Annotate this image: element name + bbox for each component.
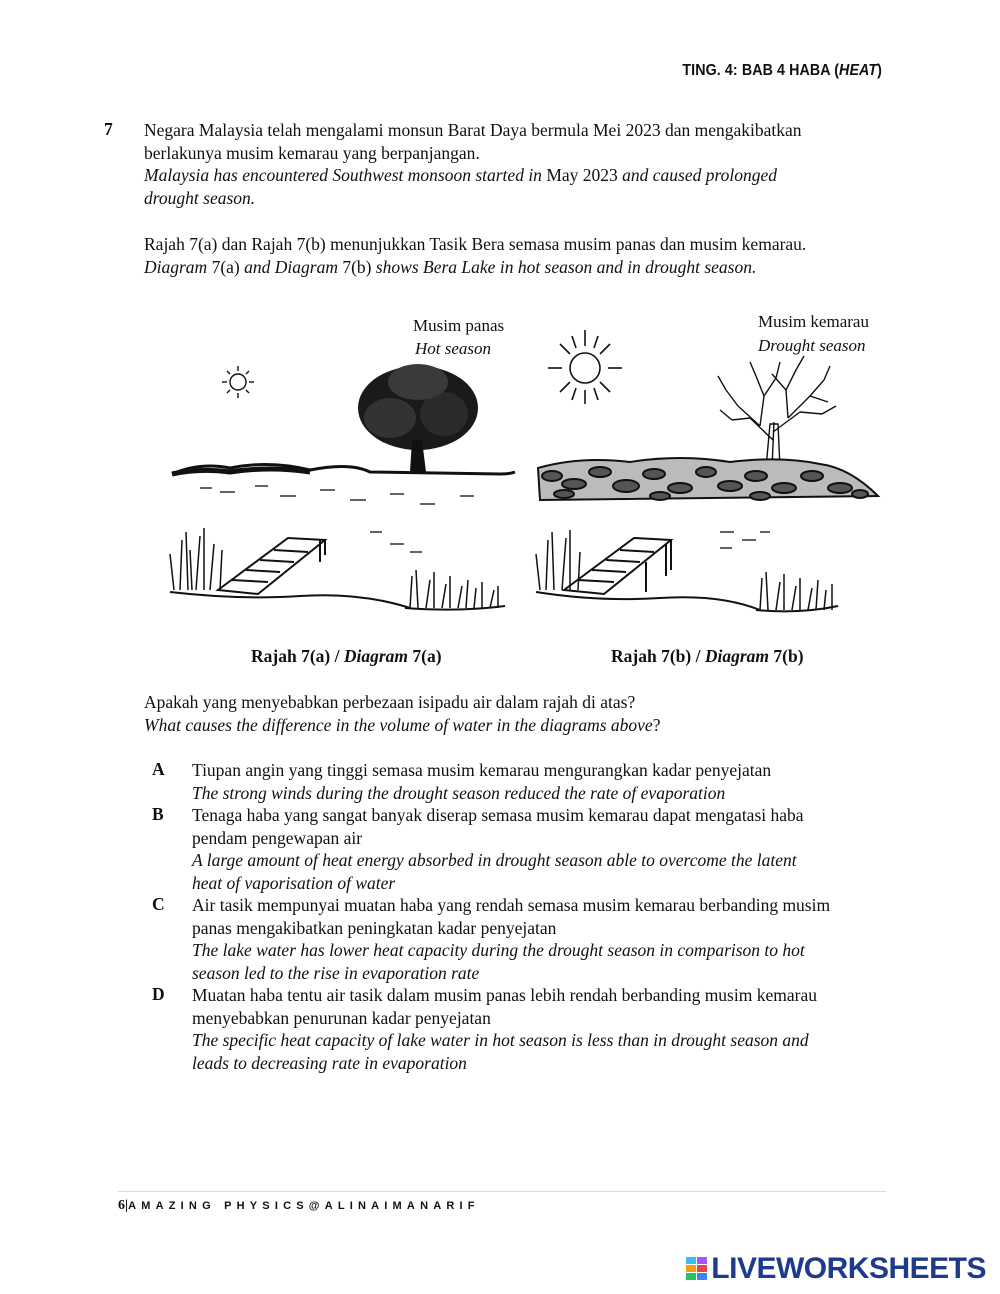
- prompt-en: What causes the difference in the volume of water in the diagrams above?: [144, 714, 661, 735]
- option-c-text[interactable]: Air tasik mempunyai muatan haba yang rendah semasa musim kemarau berbanding musim panas mengakibatkan peningkatan kadar penyejatan The lake water has lower heat capacity during the drought season in comparison to hot season led to the rise in evaporation rate: [192, 895, 831, 983]
- diagram-7a: [170, 316, 515, 610]
- caption-diagram-7a: Rajah 7(a) / Diagram 7(a): [251, 646, 442, 666]
- bare-tree-icon: [718, 356, 836, 468]
- caption-diagram-7b: Rajah 7(b) / Diagram 7(b): [611, 646, 804, 666]
- water-ripples: [200, 486, 474, 552]
- liveworksheets-logo: [686, 1252, 986, 1286]
- intro-en-line2: drought season.: [144, 187, 256, 208]
- hot-season-label-en: Hot season: [415, 339, 492, 358]
- drought-season-label-en: Drought season: [758, 336, 866, 355]
- option-a-text[interactable]: Tiupan angin yang tinggi semasa musim kemarau mengurangkan kadar penyejatan The strong winds during the drought season reduced the rate of evaporation: [192, 760, 772, 803]
- brand-name: LIVEWORKSHEETS: [711, 1252, 986, 1285]
- option-a-letter[interactable]: A: [152, 759, 165, 779]
- page-footer: 6|AMAZING PHYSICS@ALINAIMANARIF: [118, 1198, 480, 1213]
- prompt-ms: Apakah yang menyebabkan perbezaan isipadu air dalam rajah di atas?: [144, 692, 636, 712]
- hot-season-label-ms: Musim panas: [413, 316, 505, 335]
- sun-icon: [548, 330, 622, 404]
- option-d-text[interactable]: Muatan haba tentu air tasik dalam musim panas lebih rendah berbanding musim kemarau menyebabkan penurunan kadar penyejatan The specific heat capacity of lake water in hot season is less than in drought season and leads to decreasing rate in evaporation: [192, 985, 817, 1073]
- pier-icon: [218, 538, 325, 594]
- intro-en-line1: Malaysia has encountered Southwest monsoon started in May 2023 and caused prolonged: [144, 165, 778, 185]
- diagram-description: [144, 233, 904, 278]
- option-d-letter[interactable]: D: [152, 984, 165, 1004]
- leafy-tree-icon: [358, 364, 478, 472]
- reeds-icon: [536, 530, 580, 590]
- drought-season-label-ms: Musim kemarau: [758, 312, 869, 331]
- option-c-letter[interactable]: C: [152, 894, 165, 914]
- diagram-desc-en: Diagram 7(a) and Diagram 7(b) shows Bera Lake in hot season and in drought season.: [144, 256, 757, 277]
- diagram-7b: [536, 312, 878, 611]
- question-number: 7: [104, 119, 113, 139]
- reeds-icon: [170, 528, 222, 590]
- page-number: 6: [118, 1198, 125, 1213]
- question-prompt: [144, 691, 904, 736]
- question-intro: [144, 119, 904, 209]
- intro-ms-line2: berlakunya musim kemarau yang berpanjangan.: [144, 142, 480, 163]
- page-header: TING. 4: BAB 4 HABA (HEAT): [682, 62, 882, 79]
- diagram-desc-ms: Rajah 7(a) dan Rajah 7(b) menunjukkan Tasik Bera semasa musim panas dan musim kemarau.: [144, 234, 807, 254]
- option-b-text[interactable]: Tenaga haba yang sangat banyak diserap semasa musim kemarau dapat mengatasi haba pendam pengewapan air A large amount of heat energy absorbed in drought season able to overcome the latent heat of vaporisation of water: [192, 805, 804, 893]
- intro-ms-line1: Negara Malaysia telah mengalami monsun Barat Daya bermula Mei 2023 dan mengakibatkan: [144, 120, 802, 140]
- liveworksheets-icon: [686, 1257, 708, 1281]
- dry-land: [538, 458, 878, 500]
- sun-icon: [222, 366, 254, 398]
- lake-diagram: [160, 300, 890, 640]
- option-b-letter[interactable]: B: [152, 804, 164, 824]
- footer-brand: AMAZING PHYSICS@ALINAIMANARIF: [128, 1200, 480, 1212]
- footer-divider: [118, 1191, 886, 1192]
